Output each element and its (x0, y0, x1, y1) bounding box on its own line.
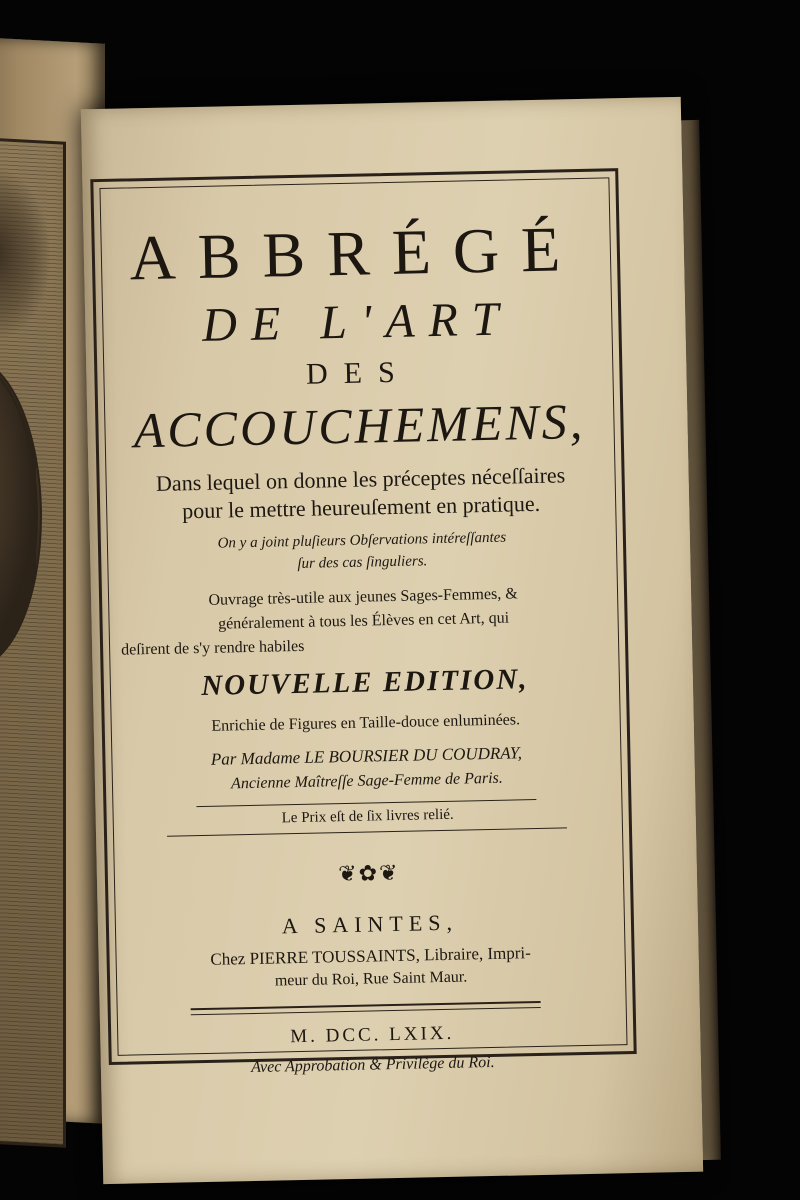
ouvrage-line-2: généralement à tous les Élèves en cet Art, qui (217, 609, 510, 633)
figures-note: Enrichie de Figures en Taille-douce enluminées. (211, 711, 521, 735)
fleuron-ornament: ❦✿❦ (337, 860, 400, 888)
title-frame (90, 168, 636, 1077)
imprint-date: M. DCC. LXIX. (290, 1022, 455, 1048)
subtitle-line-2: pour le mettre heureuſement en pratique. (181, 490, 541, 524)
author-title: Ancienne Maîtreſſe Sage-Femme de Paris. (230, 769, 503, 793)
title-abbrege: ABBRÉGÉ (128, 212, 583, 294)
edition-heading: NOUVELLE EDITION, (200, 663, 529, 703)
ouvrage-line-1: Ouvrage très-utile aux jeunes Sages-Femmes, & (208, 585, 518, 609)
engraved-ornament (0, 165, 50, 341)
observations-line-2: ſur des cas ſinguliers. (297, 553, 428, 572)
title-de-lart: DE L'ART (201, 292, 513, 352)
privilege-line: Avec Approbation & Privilège du Roi. (250, 1053, 495, 1077)
observations-line-1: On y a joint pluſieurs Obſervations intéreſſantes (217, 529, 507, 552)
title-des: DES (305, 355, 412, 391)
imprint-printer-1: Chez PIERRE TOUSSAINTS, Libraire, Impri- (210, 943, 531, 969)
imprint-printer-2: meur du Roi, Rue Saint Maur. (274, 968, 468, 990)
title-accouchemens: ACCOUCHEMENS, (133, 392, 586, 459)
price-line: Le Prix eſt de ſix livres relié. (281, 806, 454, 827)
imprint-place: A SAINTES, (281, 909, 459, 939)
title-page (81, 97, 703, 1184)
subtitle-line-1: Dans lequel on donne les préceptes néceſſaires (155, 462, 566, 496)
ouvrage-line-3: deſirent de s'y rendre habiles (120, 637, 305, 659)
author-line: Par Madame LE BOURSIER DU COUDRAY, (210, 743, 523, 769)
